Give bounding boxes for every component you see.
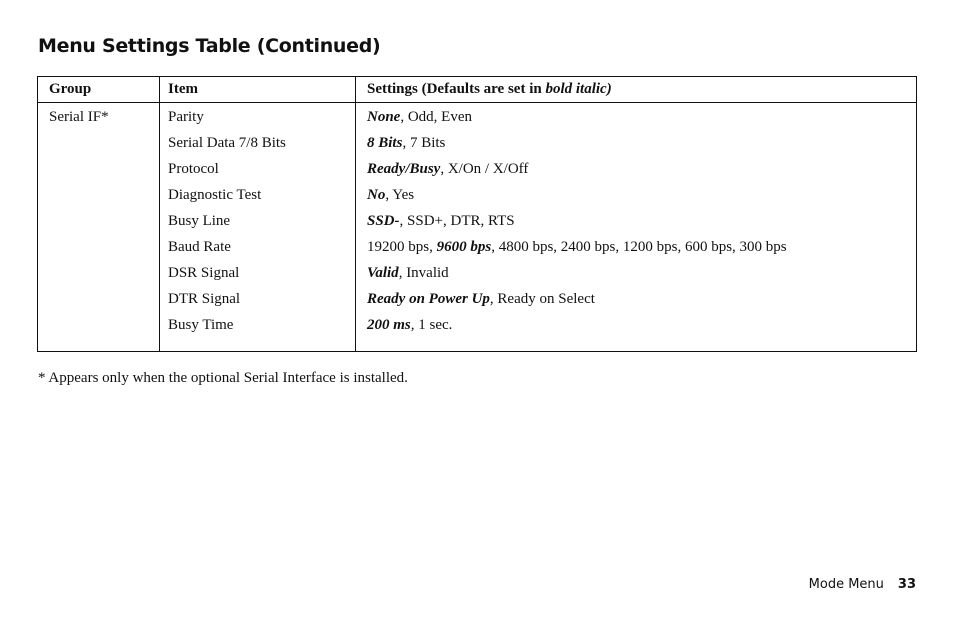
item-cell: Protocol: [168, 161, 219, 177]
header-settings-text: Settings (Defaults are set in: [367, 81, 546, 97]
header-settings: [367, 80, 612, 98]
column-divider-item: [355, 77, 356, 351]
header-divider: [38, 102, 916, 103]
page-footer: [809, 576, 916, 594]
setting-options: , X/On / X/Off: [440, 161, 529, 177]
setting-options: , Invalid: [398, 265, 449, 281]
item-cell: Serial Data 7/8 Bits: [168, 135, 286, 151]
setting-default: 9600 bps: [436, 239, 492, 255]
setting-default: 200 ms: [367, 317, 411, 333]
setting-options: , Ready on Select: [489, 291, 595, 307]
setting-options: , 1 sec.: [410, 317, 453, 333]
setting-default: Valid: [367, 265, 399, 281]
page-number: 33: [897, 577, 916, 592]
header-settings-italic: bold italic): [545, 81, 612, 97]
settings-cell: [367, 108, 472, 126]
setting-default: No: [367, 187, 386, 203]
settings-cell: [367, 238, 787, 256]
item-cell: Diagnostic Test: [168, 187, 262, 203]
settings-cell: [367, 186, 414, 204]
settings-cell: [367, 290, 595, 308]
item-cell: DTR Signal: [168, 291, 241, 307]
item-cell: Parity: [168, 109, 204, 125]
group-cell: Serial IF*: [49, 109, 109, 125]
settings-cell: [367, 160, 528, 178]
setting-default: SSD-: [367, 213, 400, 229]
setting-options: , Odd, Even: [400, 109, 472, 125]
setting-options: , 4800 bps, 2400 bps, 1200 bps, 600 bps, 300 bps: [491, 239, 787, 255]
setting-default: Ready/Busy: [367, 161, 441, 177]
setting-options: , SSD+, DTR, RTS: [399, 213, 515, 229]
settings-cell: [367, 316, 452, 334]
setting-default: 8 Bits: [367, 135, 403, 151]
header-item: Item: [168, 81, 198, 97]
item-cell: Busy Time: [168, 317, 234, 333]
footnote: * Appears only when the optional Serial Interface is installed.: [38, 370, 408, 386]
settings-cell: [367, 264, 449, 282]
column-divider-group: [159, 77, 160, 351]
setting-options: , Yes: [385, 187, 415, 203]
settings-cell: [367, 134, 445, 152]
setting-default: None: [367, 109, 401, 125]
footer-section: Mode Menu: [808, 577, 884, 592]
page-title: Menu Settings Table (Continued): [38, 35, 381, 57]
setting-option: 19200 bps,: [367, 239, 437, 255]
item-cell: Busy Line: [168, 213, 231, 229]
settings-cell: [367, 212, 515, 230]
item-cell: DSR Signal: [168, 265, 240, 281]
setting-default: Ready on Power Up: [367, 291, 490, 307]
menu-settings-table: [37, 76, 917, 352]
item-cell: Baud Rate: [168, 239, 231, 255]
header-group: Group: [49, 81, 92, 97]
setting-options: , 7 Bits: [402, 135, 446, 151]
